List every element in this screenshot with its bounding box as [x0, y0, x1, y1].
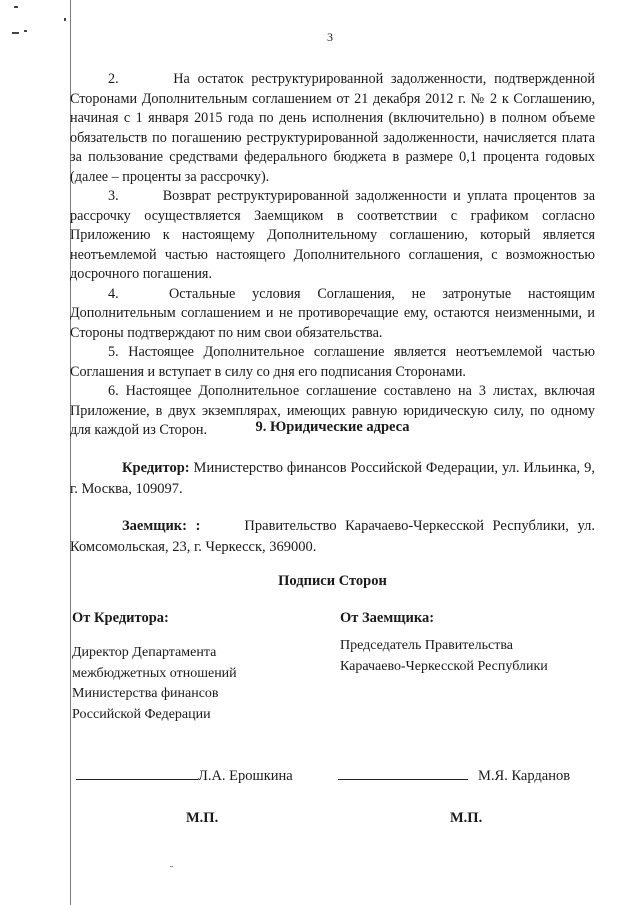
- borrower-address-text: Правительство Карачаево-Черкесской Республики, ул. Комсомольская, 23, г. Черкесск, 369000.: [70, 518, 595, 555]
- scan-speck: [170, 866, 173, 867]
- borrower-signature-heading: От Заемщика:: [340, 610, 435, 626]
- position-line: межбюджетных отношений: [72, 665, 237, 681]
- clause-4: 4. Остальные условия Соглашения, не затронутые настоящим Дополнительным соглашением и не противоречащие ему, остаются неизменными, и Стороны подтверждают по ним свои обязательства.: [70, 285, 595, 341]
- clause-2: 2. На остаток реструктурированной задолженности, подтвержденной Сторонами Дополнительным соглашением от 21 декабря 2012 г. № 2 к Соглашению, начиная с 1 января 2015 года по день исполнения (включительно) в полном объеме обязательств по погашению реструктурированной задолженности, начисляется плата за пользование средствами федерального бюджета в размере 0,1 процента годовых (далее – проценты за рассрочку).: [70, 71, 595, 185]
- creditor-address-label: Кредитор:: [122, 460, 190, 476]
- scan-speck: [14, 6, 18, 8]
- creditor-address: [70, 458, 595, 500]
- position-line: Российской Федерации: [72, 706, 211, 722]
- clause-3: 3. Возврат реструктурированной задолженности и уплата процентов за рассрочку осуществляется Заемщиком в соответствии с графиком согласно Приложению к настоящему Дополнительному соглашению, который является неотъемлемой частью настоящего Дополнительного соглашения, с возможностью досрочного погашения.: [70, 188, 595, 282]
- signature-underline: [76, 765, 198, 780]
- clause-5: 5. Настоящее Дополнительное соглашение является неотъемлемой частью Соглашения и вступает в силу со дня его подписания Сторонами.: [70, 344, 595, 380]
- borrower-address: [70, 516, 595, 558]
- signature-underline: [338, 765, 468, 780]
- page-number: 3: [327, 30, 333, 44]
- signatures-heading: Подписи Сторон: [278, 573, 387, 589]
- creditor-signature-heading: От Кредитора:: [72, 610, 169, 626]
- position-line: Директор Департамента: [72, 645, 217, 660]
- borrower-signatory-position: [340, 636, 548, 677]
- borrower-signature-line: [338, 765, 570, 785]
- creditor-signer-name: Л.А. Ерошкина: [198, 768, 293, 784]
- agreement-clauses: [70, 70, 595, 441]
- scan-speck: [64, 18, 66, 21]
- creditor-address-text: Министерство финансов Российской Федерации, ул. Ильинка, 9, г. Москва, 109097.: [70, 460, 595, 497]
- creditor-stamp-place: М.П.: [186, 810, 219, 826]
- position-line: Карачаево-Черкесской Республики: [340, 658, 548, 674]
- position-line: Министерства финансов: [72, 686, 219, 701]
- clause-6: 6. Настоящее Дополнительное соглашение составлено на 3 листах, включая Приложение, в двух экземплярах, имеющих равную юридическую силу, по одному для каждой из Сторон.: [70, 383, 595, 438]
- borrower-stamp-place: М.П.: [450, 810, 483, 826]
- legal-addresses-heading: 9. Юридические адреса: [255, 419, 410, 435]
- borrower-address-label: Заемщик: :: [122, 518, 201, 534]
- position-line: Председатель Правительства: [340, 638, 513, 653]
- borrower-signer-name: М.Я. Карданов: [478, 768, 571, 784]
- creditor-signatory-position: [72, 643, 237, 725]
- creditor-signature-line: [76, 765, 293, 785]
